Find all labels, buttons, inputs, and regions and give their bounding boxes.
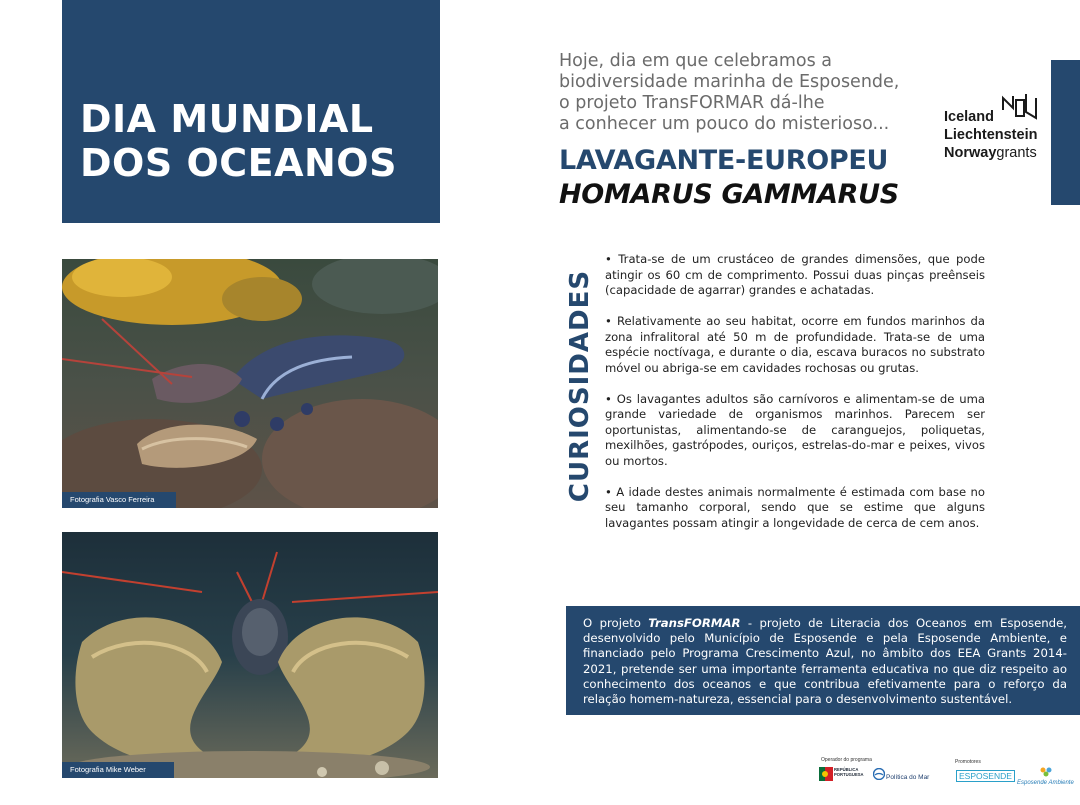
lobster-photo-1	[62, 259, 438, 508]
project-description	[566, 606, 1080, 715]
curiosities-heading-wrapper	[565, 253, 595, 519]
eea-norway: Norway	[944, 145, 997, 161]
politica-logo: Política do Mar	[886, 774, 930, 781]
curiosity-item: • Relativamente ao seu habitat, ocorre em fundos marinhos da zona infralitoral até 50 m de profundidade. Trata-se de uma espécie noctívaga, e durante o dia, escava buracos no substrato móvel ou abriga-se em cavidades rochosas ou grutas.	[605, 314, 985, 375]
intro-text	[559, 51, 919, 135]
operator-label: Operador do programa	[821, 757, 872, 763]
title-line-2: DOS OCEANOS	[80, 141, 397, 185]
common-name: LAVAGANTE-EUROPEU	[559, 145, 889, 176]
project-pre: O projeto	[583, 616, 649, 630]
republica-flag-icon	[819, 767, 833, 781]
curiosities-heading-rotator	[565, 253, 595, 519]
politica-mar-icon	[873, 768, 885, 780]
ambiente-logo: Esposende Ambiente	[1017, 780, 1074, 786]
eea-grants-icon	[1001, 92, 1043, 122]
right-edge-bar	[1051, 60, 1080, 205]
intro-line-4: a conhecer um pouco do misterioso...	[559, 114, 890, 134]
photo2-caption: Fotografia Mike Weber	[62, 762, 174, 778]
photo1-caption: Fotografia Vasco Ferreira	[62, 492, 176, 508]
curiosities-heading: CURIOSIDADES	[565, 269, 595, 503]
footer-logos	[819, 755, 1074, 795]
title-banner	[62, 0, 440, 223]
photo-lobster-rocks	[62, 259, 438, 508]
project-name: TransFORMAR	[648, 616, 741, 630]
species-heading	[559, 144, 899, 212]
eea-line-3	[944, 144, 1048, 162]
intro-line-2: biodiversidade marinha de Esposende,	[559, 72, 900, 92]
project-post: - projeto de Literacia dos Oceanos em Esposende, desenvolvido pelo Município de Esposende e pela Esposende Ambiente, e financiado pelo Programa Crescimento Azul, no âmbito dos EEA Grants 2014-2021, pretende ser uma importante ferramenta educativa no que diz respeito ao conhecimento dos oceanos e que contribua efetivamente para o reforço da relação homem-natureza, essencial para o desenvolvimento sustentável.	[583, 616, 1067, 707]
eea-line-1: Iceland	[944, 109, 994, 125]
intro-line-3: o projeto TransFORMAR dá-lhe	[559, 93, 825, 113]
scientific-name: HOMARUS GAMMARUS	[559, 179, 899, 210]
curiosity-item: • Trata-se de um crustáceo de grandes dimensões, que pode atingir os 60 cm de comprimento. Possui duas pinças preênseis (capacidade de agarrar) grandes e achatadas.	[605, 252, 985, 297]
lobster-photo-2	[62, 532, 438, 778]
esposende-logo: ESPOSENDE	[956, 770, 1015, 782]
title-line-1: DIA MUNDIAL	[80, 97, 374, 141]
photo-lobster-front	[62, 532, 438, 778]
eea-grants-logo	[944, 92, 1048, 162]
eea-grants-word: grants	[996, 145, 1037, 161]
curiosity-item: • Os lavagantes adultos são carnívoros e alimentam-se de uma grande variedade de organismos marinhos. Parecem ser oportunistas, alimentando-se de caranguejos, poliquetas, mexilhões, gastrópodes, ouriços, estrelas-do-mar e peixes, vivos ou mortos.	[605, 391, 985, 468]
eea-line-2: Liechtenstein	[944, 127, 1038, 143]
promoters-label: Promotores	[955, 759, 981, 765]
page-title	[80, 97, 397, 185]
curiosity-item: • A idade destes animais normalmente é estimada com base no seu tamanho corporal, sendo que se estime que alguns lavagantes possam atingir a longevidade de cerca de cem anos.	[605, 484, 985, 530]
curiosities-list	[605, 252, 985, 531]
intro-line-1: Hoje, dia em que celebramos a	[559, 51, 832, 71]
ambiente-icon	[1039, 766, 1053, 778]
republica-logo: REPÚBLICA PORTUGUESA	[834, 767, 864, 777]
